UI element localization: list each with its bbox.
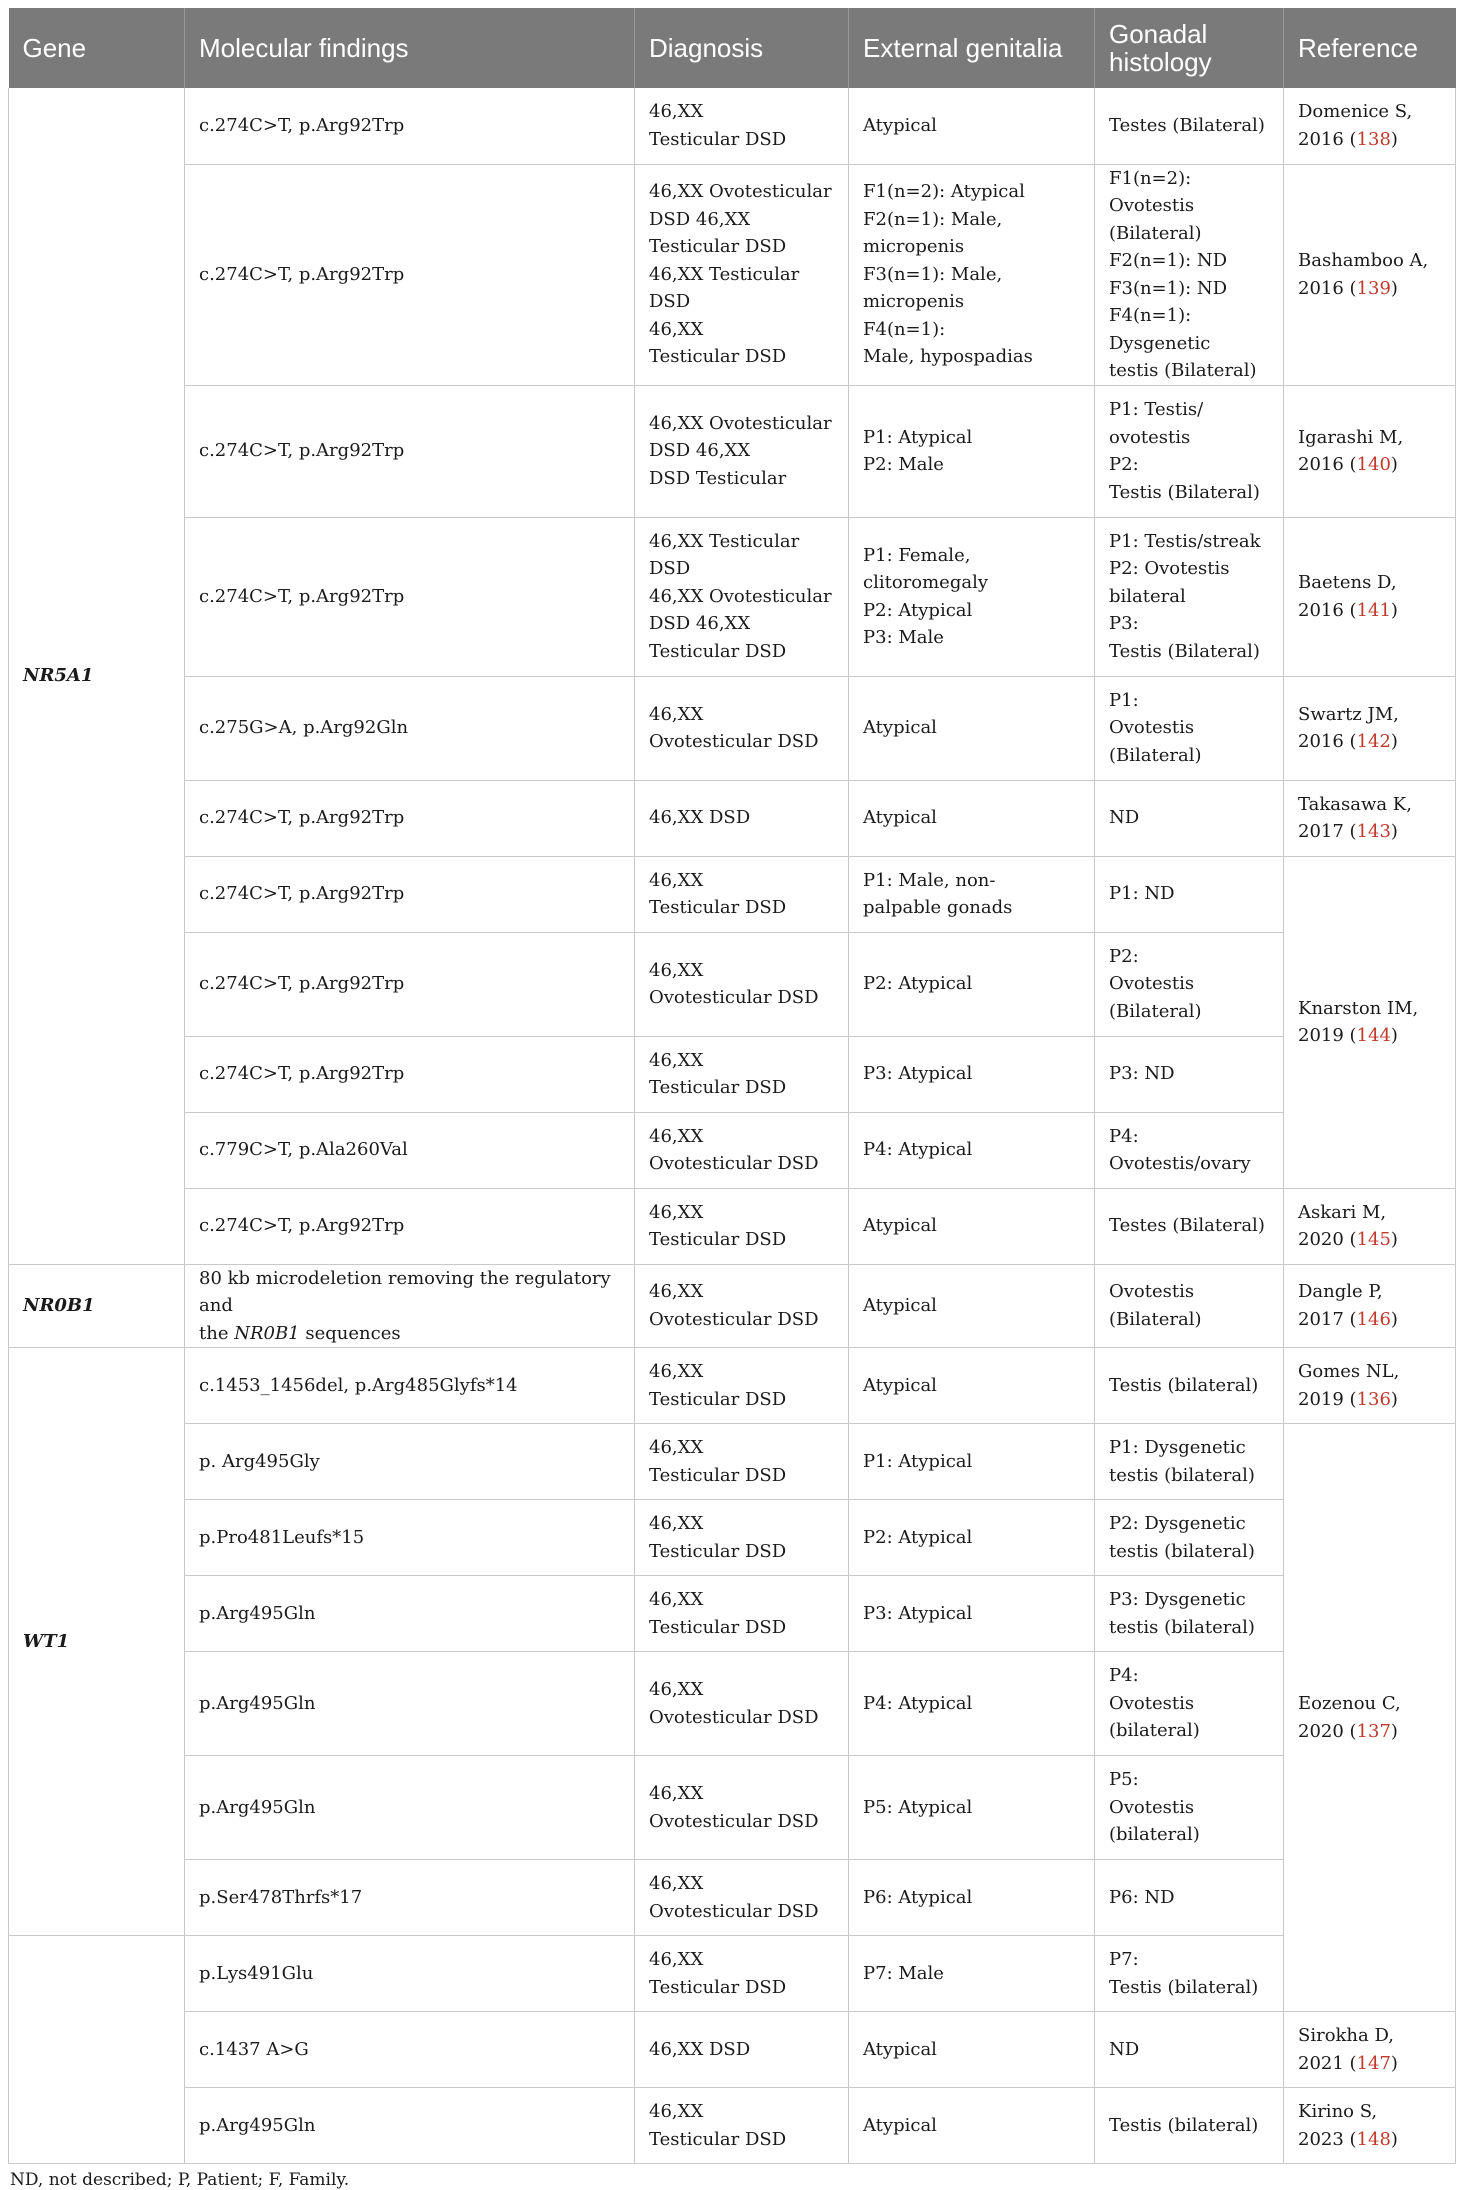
diagnosis-cell: 46,XX Ovotesticular DSD <box>635 676 849 780</box>
diagnosis-cell: 46,XX Testicular DSD <box>635 1036 849 1112</box>
molecular-findings-cell: 80 kb microdeletion removing the regulatory and the NR0B1 sequences <box>185 1264 635 1348</box>
histology-cell: P4: Ovotestis/ovary <box>1095 1112 1284 1188</box>
dsd-variants-table <box>8 8 1456 2164</box>
diagnosis-cell: 46,XX Ovotesticular DSD <box>635 1652 849 1756</box>
table-row <box>9 1500 1456 1576</box>
reference-link[interactable]: 147 <box>1356 2052 1391 2074</box>
genitalia-cell: P1: Male, non- palpable gonads <box>849 856 1095 932</box>
table-body <box>9 88 1456 2164</box>
histology-cell: P1: Dysgenetic testis (bilateral) <box>1095 1424 1284 1500</box>
diagnosis-cell: 46,XX Ovotesticular DSD 46,XX DSD Testicular <box>635 385 849 517</box>
molecular-findings-cell: p.Arg495Gln <box>185 1756 635 1860</box>
header-gonadal-histology: Gonadal histology <box>1095 8 1284 88</box>
reference-link[interactable]: 139 <box>1356 277 1391 299</box>
histology-cell: Ovotestis (Bilateral) <box>1095 1264 1284 1348</box>
header-reference: Reference <box>1284 8 1456 88</box>
reference-cell: Eozenou C, 2020 (137) <box>1284 1424 1456 2012</box>
genitalia-cell: P1: Atypical P2: Male <box>849 385 1095 517</box>
table-row <box>9 932 1456 1036</box>
table-row <box>9 1652 1456 1756</box>
histology-cell: ND <box>1095 780 1284 856</box>
reference-link[interactable]: 142 <box>1356 731 1391 752</box>
table-row <box>9 1036 1456 1112</box>
reference-cell: Askari M, 2020 (145) <box>1284 1188 1456 1264</box>
molecular-findings-cell: c.274C>T, p.Arg92Trp <box>185 1036 635 1112</box>
reference-cell: Kirino S, 2023 (148) <box>1284 2088 1456 2164</box>
reference-cell: Dangle P, 2017 (146) <box>1284 1264 1456 1348</box>
histology-cell: ND <box>1095 2012 1284 2088</box>
genitalia-cell: Atypical <box>849 2088 1095 2164</box>
diagnosis-cell: 46,XX Testicular DSD <box>635 1576 849 1652</box>
table-row <box>9 1936 1456 2012</box>
table-row <box>9 1576 1456 1652</box>
molecular-findings-cell: c.274C>T, p.Arg92Trp <box>185 385 635 517</box>
genitalia-cell: F1(n=2): Atypical F2(n=1): Male, micropenis F3(n=1): Male, micropenis F4(n=1): Male, hypospadias <box>849 164 1095 385</box>
histology-cell: P7: Testis (bilateral) <box>1095 1936 1284 2012</box>
header-gene: Gene <box>9 8 185 88</box>
genitalia-cell: Atypical <box>849 2012 1095 2088</box>
diagnosis-cell: 46,XX DSD <box>635 780 849 856</box>
genitalia-cell: P4: Atypical <box>849 1112 1095 1188</box>
diagnosis-cell: 46,XX Ovotesticular DSD <box>635 932 849 1036</box>
table-row <box>9 1264 1456 1348</box>
genitalia-cell: P4: Atypical <box>849 1652 1095 1756</box>
histology-cell: P1: Ovotestis (Bilateral) <box>1095 676 1284 780</box>
histology-cell: P4: Ovotestis (bilateral) <box>1095 1652 1284 1756</box>
histology-cell: P1: Testis/streak P2: Ovotestis bilateral P3: Testis (Bilateral) <box>1095 517 1284 676</box>
gene-cell-empty <box>9 1936 185 2164</box>
table-header <box>9 8 1456 88</box>
histology-cell: P2: Ovotestis (Bilateral) <box>1095 932 1284 1036</box>
gene-cell-wt1: WT1 <box>9 1348 185 1936</box>
reference-cell: Baetens D, 2016 (141) <box>1284 517 1456 676</box>
table-page <box>8 8 1455 2190</box>
reference-cell: Domenice S, 2016 (138) <box>1284 88 1456 164</box>
molecular-findings-cell: p.Arg495Gln <box>185 2088 635 2164</box>
diagnosis-cell: 46,XX Testicular DSD 46,XX Ovotesticular DSD 46,XX Testicular DSD <box>635 517 849 676</box>
molecular-findings-cell: c.274C>T, p.Arg92Trp <box>185 164 635 385</box>
reference-link[interactable]: 144 <box>1356 1025 1391 1046</box>
histology-cell: P1: Testis/ ovotestis P2: Testis (Bilateral) <box>1095 385 1284 517</box>
genitalia-cell: P1: Atypical <box>849 1424 1095 1500</box>
genitalia-cell: Atypical <box>849 1348 1095 1424</box>
molecular-findings-cell: p.Lys491Glu <box>185 1936 635 2012</box>
table-row <box>9 88 1456 164</box>
table-row <box>9 2088 1456 2164</box>
reference-link[interactable]: 140 <box>1356 454 1391 475</box>
reference-link[interactable]: 136 <box>1356 1388 1391 1410</box>
header-external-genitalia: External genitalia <box>849 8 1095 88</box>
reference-cell: Igarashi M, 2016 (140) <box>1284 385 1456 517</box>
table-row <box>9 1424 1456 1500</box>
diagnosis-cell: 46,XX Testicular DSD <box>635 88 849 164</box>
reference-link[interactable]: 145 <box>1356 1229 1391 1250</box>
diagnosis-cell: 46,XX Testicular DSD <box>635 1424 849 1500</box>
table-footnote: ND, not described; P, Patient; F, Family. <box>10 2170 350 2190</box>
reference-link[interactable]: 148 <box>1356 2128 1391 2150</box>
table-row <box>9 1188 1456 1264</box>
table-row <box>9 164 1456 385</box>
molecular-findings-cell: c.779C>T, p.Ala260Val <box>185 1112 635 1188</box>
histology-cell: Testis (bilateral) <box>1095 2088 1284 2164</box>
diagnosis-cell: 46,XX DSD <box>635 2012 849 2088</box>
molecular-findings-cell: p.Arg495Gln <box>185 1576 635 1652</box>
molecular-findings-cell: c.1437 A>G <box>185 2012 635 2088</box>
molecular-findings-cell: p.Arg495Gln <box>185 1652 635 1756</box>
reference-cell: Knarston IM, 2019 (144) <box>1284 856 1456 1188</box>
diagnosis-cell: 46,XX Testicular DSD <box>635 1500 849 1576</box>
molecular-findings-cell: p. Arg495Gly <box>185 1424 635 1500</box>
header-molecular-findings: Molecular findings <box>185 8 635 88</box>
diagnosis-cell: 46,XX Testicular DSD <box>635 2088 849 2164</box>
diagnosis-cell: 46,XX Testicular DSD <box>635 1936 849 2012</box>
table-row <box>9 1860 1456 1936</box>
table-row <box>9 1112 1456 1188</box>
molecular-findings-cell: c.274C>T, p.Arg92Trp <box>185 517 635 676</box>
diagnosis-cell: 46,XX Testicular DSD <box>635 1188 849 1264</box>
table-row <box>9 780 1456 856</box>
diagnosis-cell: 46,XX Ovotesticular DSD 46,XX Testicular DSD 46,XX Testicular DSD 46,XX Testicular DSD <box>635 164 849 385</box>
genitalia-cell: Atypical <box>849 1264 1095 1348</box>
reference-cell: Bashamboo A, 2016 (139) <box>1284 164 1456 385</box>
genitalia-cell: P5: Atypical <box>849 1756 1095 1860</box>
genitalia-cell: P1: Female, clitoromegaly P2: Atypical P3: Male <box>849 517 1095 676</box>
reference-link[interactable]: 137 <box>1356 1720 1391 1742</box>
genitalia-cell: P2: Atypical <box>849 932 1095 1036</box>
header-diagnosis: Diagnosis <box>635 8 849 88</box>
reference-link[interactable]: 141 <box>1356 599 1391 621</box>
molecular-findings-cell: c.274C>T, p.Arg92Trp <box>185 780 635 856</box>
genitalia-cell: P7: Male <box>849 1936 1095 2012</box>
molecular-findings-cell: p.Ser478Thrfs*17 <box>185 1860 635 1936</box>
histology-cell: Testis (bilateral) <box>1095 1348 1284 1424</box>
genitalia-cell: Atypical <box>849 88 1095 164</box>
reference-cell: Gomes NL, 2019 (136) <box>1284 1348 1456 1424</box>
diagnosis-cell: 46,XX Ovotesticular DSD <box>635 1112 849 1188</box>
molecular-findings-cell: c.1453_1456del, p.Arg485Glyfs*14 <box>185 1348 635 1424</box>
genitalia-cell: P3: Atypical <box>849 1036 1095 1112</box>
diagnosis-cell: 46,XX Testicular DSD <box>635 1348 849 1424</box>
genitalia-cell: Atypical <box>849 780 1095 856</box>
histology-cell: P3: ND <box>1095 1036 1284 1112</box>
diagnosis-cell: 46,XX Ovotesticular DSD <box>635 1264 849 1348</box>
reference-cell: Sirokha D, 2021 (147) <box>1284 2012 1456 2088</box>
genitalia-cell: Atypical <box>849 676 1095 780</box>
table-row <box>9 676 1456 780</box>
histology-cell: P6: ND <box>1095 1860 1284 1936</box>
table-row <box>9 856 1456 932</box>
table-row <box>9 1348 1456 1424</box>
histology-cell: Testes (Bilateral) <box>1095 1188 1284 1264</box>
genitalia-cell: Atypical <box>849 1188 1095 1264</box>
histology-cell: P2: Dysgenetic testis (bilateral) <box>1095 1500 1284 1576</box>
reference-cell: Takasawa K, 2017 (143) <box>1284 780 1456 856</box>
gene-cell-nr0b1: NR0B1 <box>9 1264 185 1348</box>
reference-link[interactable]: 138 <box>1356 128 1391 150</box>
diagnosis-cell: 46,XX Testicular DSD <box>635 856 849 932</box>
table-row <box>9 385 1456 517</box>
reference-cell: Swartz JM, 2016 (142) <box>1284 676 1456 780</box>
molecular-findings-cell: c.275G>A, p.Arg92Gln <box>185 676 635 780</box>
diagnosis-cell: 46,XX Ovotesticular DSD <box>635 1756 849 1860</box>
histology-cell: P3: Dysgenetic testis (bilateral) <box>1095 1576 1284 1652</box>
reference-link[interactable]: 143 <box>1356 821 1391 842</box>
genitalia-cell: P2: Atypical <box>849 1500 1095 1576</box>
histology-cell: P1: ND <box>1095 856 1284 932</box>
table-row <box>9 1756 1456 1860</box>
genitalia-cell: P6: Atypical <box>849 1860 1095 1936</box>
molecular-findings-cell: c.274C>T, p.Arg92Trp <box>185 856 635 932</box>
reference-link[interactable]: 146 <box>1356 1308 1391 1330</box>
molecular-findings-cell: c.274C>T, p.Arg92Trp <box>185 932 635 1036</box>
histology-cell: Testes (Bilateral) <box>1095 88 1284 164</box>
genitalia-cell: P3: Atypical <box>849 1576 1095 1652</box>
molecular-findings-cell: c.274C>T, p.Arg92Trp <box>185 88 635 164</box>
table-row <box>9 2012 1456 2088</box>
table-row <box>9 517 1456 676</box>
histology-cell: F1(n=2): Ovotestis (Bilateral) F2(n=1): ND F3(n=1): ND F4(n=1): Dysgenetic testis (Bilateral) <box>1095 164 1284 385</box>
molecular-findings-cell: c.274C>T, p.Arg92Trp <box>185 1188 635 1264</box>
gene-cell-nr5a1: NR5A1 <box>9 88 185 1264</box>
diagnosis-cell: 46,XX Ovotesticular DSD <box>635 1860 849 1936</box>
histology-cell: P5: Ovotestis (bilateral) <box>1095 1756 1284 1860</box>
molecular-findings-cell: p.Pro481Leufs*15 <box>185 1500 635 1576</box>
